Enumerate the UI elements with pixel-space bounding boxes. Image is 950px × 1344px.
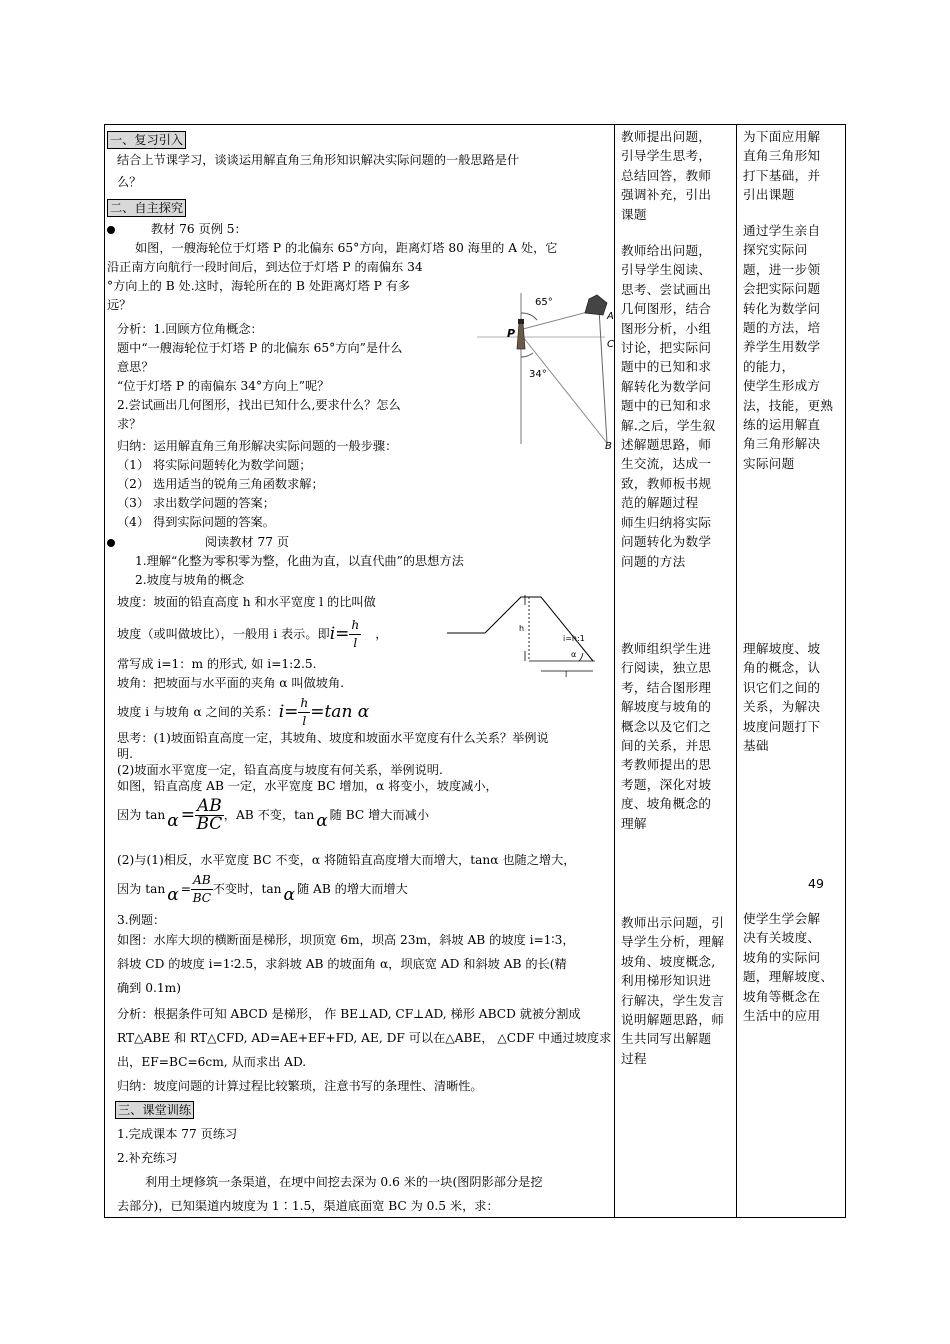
fraction-ab-over-bc xyxy=(191,872,213,907)
teacher-line: 教师组织学生进 xyxy=(621,641,712,656)
teacher-line: 生交流，达成一 xyxy=(621,456,712,472)
math-tan-alpha: =tan α xyxy=(310,702,370,722)
line-ab xyxy=(599,309,607,443)
teacher-line: 师生归纳将实际 xyxy=(621,514,712,530)
math-eq: = xyxy=(180,804,195,825)
review-text-2: 么？ xyxy=(117,175,142,189)
teacher-line: 总结回答，教师 xyxy=(621,167,712,183)
slope-figure xyxy=(445,591,605,687)
teacher-line: 过程 xyxy=(621,1050,647,1066)
teacher-line: 理解 xyxy=(621,815,647,831)
purpose-line: 题的方法，培 xyxy=(743,320,821,336)
ratio-label: i=h:1 xyxy=(563,634,585,643)
think-line-4: 如图，铅直高度 AB 一定，水平宽度 BC 增加，α 将变小，坡度减小， xyxy=(117,779,498,793)
purpose-block-1 xyxy=(743,127,820,205)
ship-icon xyxy=(585,295,607,315)
purpose-line: 练的运用解直 xyxy=(743,417,821,433)
because1-pre: 因为 tan xyxy=(117,807,166,822)
purpose-block-2 xyxy=(743,221,833,473)
summary-title: 归纳：运用解直角三角形解决实际问题的一般步骤： xyxy=(117,439,398,453)
teacher-line: 考教师提出的思 xyxy=(621,757,712,773)
l-label: l xyxy=(565,670,568,679)
point-label-a: A xyxy=(607,311,614,322)
purpose-line: 使学生学会解 xyxy=(743,911,821,926)
teacher-line: 教师提出问题， xyxy=(621,129,712,144)
teacher-line: 考，结合图形理 xyxy=(621,679,712,695)
purpose-line: 关系，为解决 xyxy=(743,699,821,715)
purpose-line: 识它们之间的 xyxy=(743,679,821,695)
because2-mid: 不变时，tan xyxy=(212,881,282,896)
purpose-line: 引出课题 xyxy=(743,187,795,203)
teacher-line: 教师出示问题，引 xyxy=(621,915,725,930)
line-pb xyxy=(523,337,607,443)
purpose-line: 实际问题 xyxy=(743,455,795,471)
math-alpha: α xyxy=(167,810,179,831)
math-alpha: α xyxy=(316,810,328,831)
math-eq: = xyxy=(284,702,299,722)
purpose-line: 坡角的实际问 xyxy=(743,949,821,965)
reading-point-2: 2.坡度与坡角的概念 xyxy=(135,573,245,587)
purpose-block-3 xyxy=(743,639,820,755)
practice-text-2: 去部分)，已知渠道内坡度为 1∶1.5，渠道底面宽 BC 为 0.5 米，求： xyxy=(117,1199,499,1213)
problem-line-1: 如图，一艘海轮位于灯塔 P 的北偏东 65°方向，距离灯塔 80 海里的 A 处，它 xyxy=(135,241,558,255)
purpose-line: 会把实际问题 xyxy=(743,281,821,297)
teacher-block-1 xyxy=(621,127,711,224)
teacher-line: 思考、尝试画出 xyxy=(621,281,712,297)
frac-den: l xyxy=(353,636,358,650)
frac-den: l xyxy=(302,714,307,728)
slope-relation-text: 坡度 i 与坡角 α 之间的关系： xyxy=(117,705,279,719)
section-header-practice: 三、课堂训练 xyxy=(115,1101,194,1119)
teacher-line: 间的关系，并思 xyxy=(621,738,712,754)
teacher-block-3 xyxy=(621,639,711,833)
because-line-2 xyxy=(117,869,408,909)
teacher-line: 考题，深化对坡 xyxy=(621,776,712,792)
frac-num: h xyxy=(298,695,310,713)
example-line-1: 如图：水库大坝的横断面是梯形，坝顶宽 6m，坝高 23m，斜坡 AB 的坡度 i=1∶3， xyxy=(117,933,575,947)
because2-post: 随 AB 的增大而增大 xyxy=(296,881,408,896)
frac-num: AB xyxy=(191,872,213,890)
problem-line-3: °方向上的 B 处.这时，海轮所在的 B 处距离灯塔 P 有多 xyxy=(107,279,411,293)
fraction-ab-over-bc xyxy=(195,795,224,834)
angle-label-65: 65° xyxy=(535,297,553,308)
example-line-3: 确到 0.1m) xyxy=(117,981,181,995)
slope-definition-text: 坡度（或叫做坡比），一般用 i 表示。即 xyxy=(117,627,330,641)
teacher-line: 问题转化为数学 xyxy=(621,534,712,550)
teacher-block-4 xyxy=(621,913,724,1068)
step-1: （1） 将实际问题转化为数学问题； xyxy=(117,458,312,472)
teacher-line: 度、坡角概念的 xyxy=(621,796,712,812)
page-number: 49 xyxy=(808,876,824,891)
purpose-line: 通过学生亲自 xyxy=(743,223,821,238)
bullet-icon xyxy=(107,226,115,234)
lighthouse-lamp-icon xyxy=(518,319,524,324)
analysis-line-5: 2.尝试画出几何图形，找出已知什么,要求什么？怎么 xyxy=(117,398,401,412)
teacher-line: 问题的方法 xyxy=(621,553,686,569)
section-header-explore: 二、自主探究 xyxy=(107,199,186,217)
teacher-line: 概念以及它们之 xyxy=(621,718,712,734)
teacher-line: 引导学生阅读、 xyxy=(621,262,712,278)
teacher-line: 图形分析，小组 xyxy=(621,320,712,336)
example-line-2: 斜坡 CD 的坡度 i=1∶2.5，求斜坡 AB 的坡面角 α，坝底宽 AD 和斜坡 AB 的长(精 xyxy=(117,957,567,971)
teacher-line: 强调补充，引出 xyxy=(621,187,712,203)
practice-item-1: 1.完成课本 77 页练习 xyxy=(117,1127,238,1141)
teacher-line: 题中的已知和求 xyxy=(621,359,712,375)
teacher-line: 生共同写出解题 xyxy=(621,1031,712,1047)
fraction-h-over-l xyxy=(298,695,310,730)
review-text-1: 结合上节课学习，谈谈运用解直角三角形知识解决实际问题的一般思路是什 xyxy=(117,153,520,167)
teacher-line: 说明解题思路，师 xyxy=(621,1012,725,1028)
example-analysis-2: RT△ABE 和 RT△CFD, AD=AE+EF+FD, AE, DF 可以在△ABE， △CDF 中通过坡度求 xyxy=(117,1031,612,1045)
teacher-line: 行阅读，独立思 xyxy=(621,660,712,676)
practice-text-1: 利用土埂修筑一条渠道，在埂中间挖去深为 0.6 米的一块(图阴影部分是挖 xyxy=(145,1175,543,1189)
because2-pre: 因为 tan xyxy=(117,881,166,896)
frac-den: BC xyxy=(196,813,223,834)
purpose-line: 探究实际问 xyxy=(743,242,808,258)
purpose-line: 角三角形解决 xyxy=(743,436,821,452)
think-line-2: 明. xyxy=(117,747,134,761)
math-eq: = xyxy=(180,881,191,896)
purpose-line: 坡角等概念在 xyxy=(743,988,821,1004)
teacher-line: 范的解题过程 xyxy=(621,495,699,511)
relation-2: (2)与(1)相反，水平宽度 BC 不变，α 将随铅直高度增大而增大，tanα 也随之增大， xyxy=(117,853,576,867)
column-divider-2 xyxy=(736,125,737,1217)
purpose-line: 基础 xyxy=(743,738,769,754)
math-eq: = xyxy=(335,624,350,644)
math-comma: ， xyxy=(375,627,388,641)
slope-relation xyxy=(117,695,369,730)
because1-mid: ，AB 不变，tan xyxy=(223,807,315,822)
teacher-line: 坡角、坡度概念, xyxy=(621,953,716,969)
math-alpha: α xyxy=(167,884,179,905)
fraction-h-over-l xyxy=(349,617,361,652)
purpose-line: 的能力， xyxy=(743,358,795,374)
alpha-arc xyxy=(579,653,583,661)
purpose-line: 生活中的应用 xyxy=(743,1008,821,1024)
teacher-line: 课题 xyxy=(621,206,647,222)
slope-definition-2 xyxy=(117,617,387,652)
alpha-label: α xyxy=(571,650,577,659)
section-header-review: 一、复习引入 xyxy=(107,131,186,149)
teacher-block-2 xyxy=(621,241,716,571)
slope-definition-1: 坡度：坡面的铅直高度 h 和水平宽度 l 的比叫做 xyxy=(117,595,376,609)
purpose-line: 题，理解坡度、 xyxy=(743,969,834,985)
teacher-line: 教师给出问题， xyxy=(621,243,712,258)
teacher-line: 引导学生思考， xyxy=(621,148,712,164)
problem-line-4: 远？ xyxy=(107,298,132,312)
frac-den: BC xyxy=(192,890,212,905)
purpose-line: 养学生用数学 xyxy=(743,339,821,355)
h-label: h xyxy=(519,624,525,633)
teacher-line: 解转化为数学问 xyxy=(621,378,712,394)
analysis-line-2: 题中“一艘海轮位于灯塔 P 的北偏东 65°方向”是什么 xyxy=(117,341,403,355)
analysis-line-4: “位于灯塔 P 的南偏东 34°方向上”呢？ xyxy=(117,379,330,393)
bullet-icon xyxy=(107,539,115,547)
teacher-line: 题中的已知和求 xyxy=(621,398,712,414)
purpose-line: 为下面应用解 xyxy=(743,129,821,144)
lesson-table xyxy=(104,124,846,1218)
angle-arc-34 xyxy=(521,353,533,357)
reading-label: 阅读教材 77 页 xyxy=(204,535,290,549)
angle-label-34: 34° xyxy=(529,369,547,380)
textbook-example-label: 教材 76 页例 5： xyxy=(150,222,247,236)
think-line-1: 思考：(1)坡面铅直高度一定，其坡角、坡度和坡面水平宽度有什么关系？举例说 xyxy=(117,731,549,745)
frac-num: AB xyxy=(197,795,222,816)
point-label-p: P xyxy=(507,327,516,340)
analysis-line-1: 分析：1.回顾方位角概念： xyxy=(117,322,263,336)
teacher-line: 几何图形，结合 xyxy=(621,301,712,317)
step-3: （3） 求出数学问题的答案； xyxy=(117,496,275,510)
point-label-c: C xyxy=(607,339,614,350)
teacher-line: 致，教师板书规 xyxy=(621,475,712,491)
math-i: i xyxy=(329,624,336,644)
purpose-block-4 xyxy=(743,909,833,1025)
example-analysis-1: 分析：根据条件可知 ABCD 是梯形， 作 BE⊥AD, CF⊥AD, 梯形 ABCD 就被分割成 xyxy=(117,1007,581,1021)
purpose-line: 直角三角形知 xyxy=(743,148,821,164)
purpose-line: 角的概念，认 xyxy=(743,660,821,676)
purpose-line: 使学生形成方 xyxy=(743,378,821,394)
teacher-line: 行解决，学生发言 xyxy=(621,992,725,1008)
slope-form: 常写成 i=1：m 的形式, 如 i=1:2.5. xyxy=(117,657,317,671)
purpose-line: 理解坡度、坡 xyxy=(743,641,821,656)
purpose-line: 题，进一步领 xyxy=(743,261,821,277)
lighthouse-figure xyxy=(477,289,617,449)
point-label-b: B xyxy=(605,441,612,449)
purpose-line: 法，技能，更熟 xyxy=(743,397,834,413)
reading-point-1: 1.理解“化整为零积零为整，化曲为直，以直代曲”的思想方法 xyxy=(135,554,464,568)
math-i: i xyxy=(278,702,285,722)
teacher-line: 利用梯形知识进 xyxy=(621,973,712,989)
step-4: （4） 得到实际问题的答案。 xyxy=(117,515,275,529)
lighthouse-icon xyxy=(517,323,525,349)
teacher-line: 讨论，把实际问 xyxy=(621,340,712,356)
example-analysis-3: 出，EF=BC=6cm, 从而求出 AD. xyxy=(117,1055,307,1069)
because1-post: 随 BC 增大而减小 xyxy=(329,807,430,822)
purpose-line: 坡度问题打下 xyxy=(743,718,821,734)
example-summary: 归纳：坡度问题的计算过程比较繁琐，注意书写的条理性、清晰性。 xyxy=(117,1079,483,1093)
step-2: （2） 选用适当的锐角三角函数求解； xyxy=(117,477,324,491)
analysis-line-6: 求？ xyxy=(117,417,142,431)
teacher-line: 解坡度与坡角的 xyxy=(621,699,712,715)
angle-arc-65 xyxy=(521,313,537,320)
math-alpha: α xyxy=(283,884,295,905)
think-line-3: (2)坡面水平宽度一定，铅直高度与坡度有何关系，举例说明. xyxy=(117,763,443,777)
purpose-line: 决有关坡度、 xyxy=(743,930,821,946)
frac-num: h xyxy=(349,617,361,635)
practice-item-2: 2.补充练习 xyxy=(117,1151,178,1165)
problem-line-2: 沿正南方向航行一段时间后，到达位于灯塔 P 的南偏东 34 xyxy=(107,260,423,274)
purpose-line: 转化为数学问 xyxy=(743,300,821,316)
teacher-line: 导学生分析，理解 xyxy=(621,934,725,950)
teacher-line: 解.之后，学生叙 xyxy=(621,417,716,433)
example-title: 3.例题： xyxy=(117,913,166,927)
because-line-1 xyxy=(117,793,429,837)
purpose-line: 打下基础，并 xyxy=(743,167,821,183)
slope-angle-definition: 坡角：把坡面与水平面的夹角 α 叫做坡角. xyxy=(117,676,345,690)
analysis-line-3: 意思？ xyxy=(117,360,154,374)
teacher-line: 述解题思路，师 xyxy=(621,437,712,453)
embankment-profile xyxy=(485,597,593,661)
